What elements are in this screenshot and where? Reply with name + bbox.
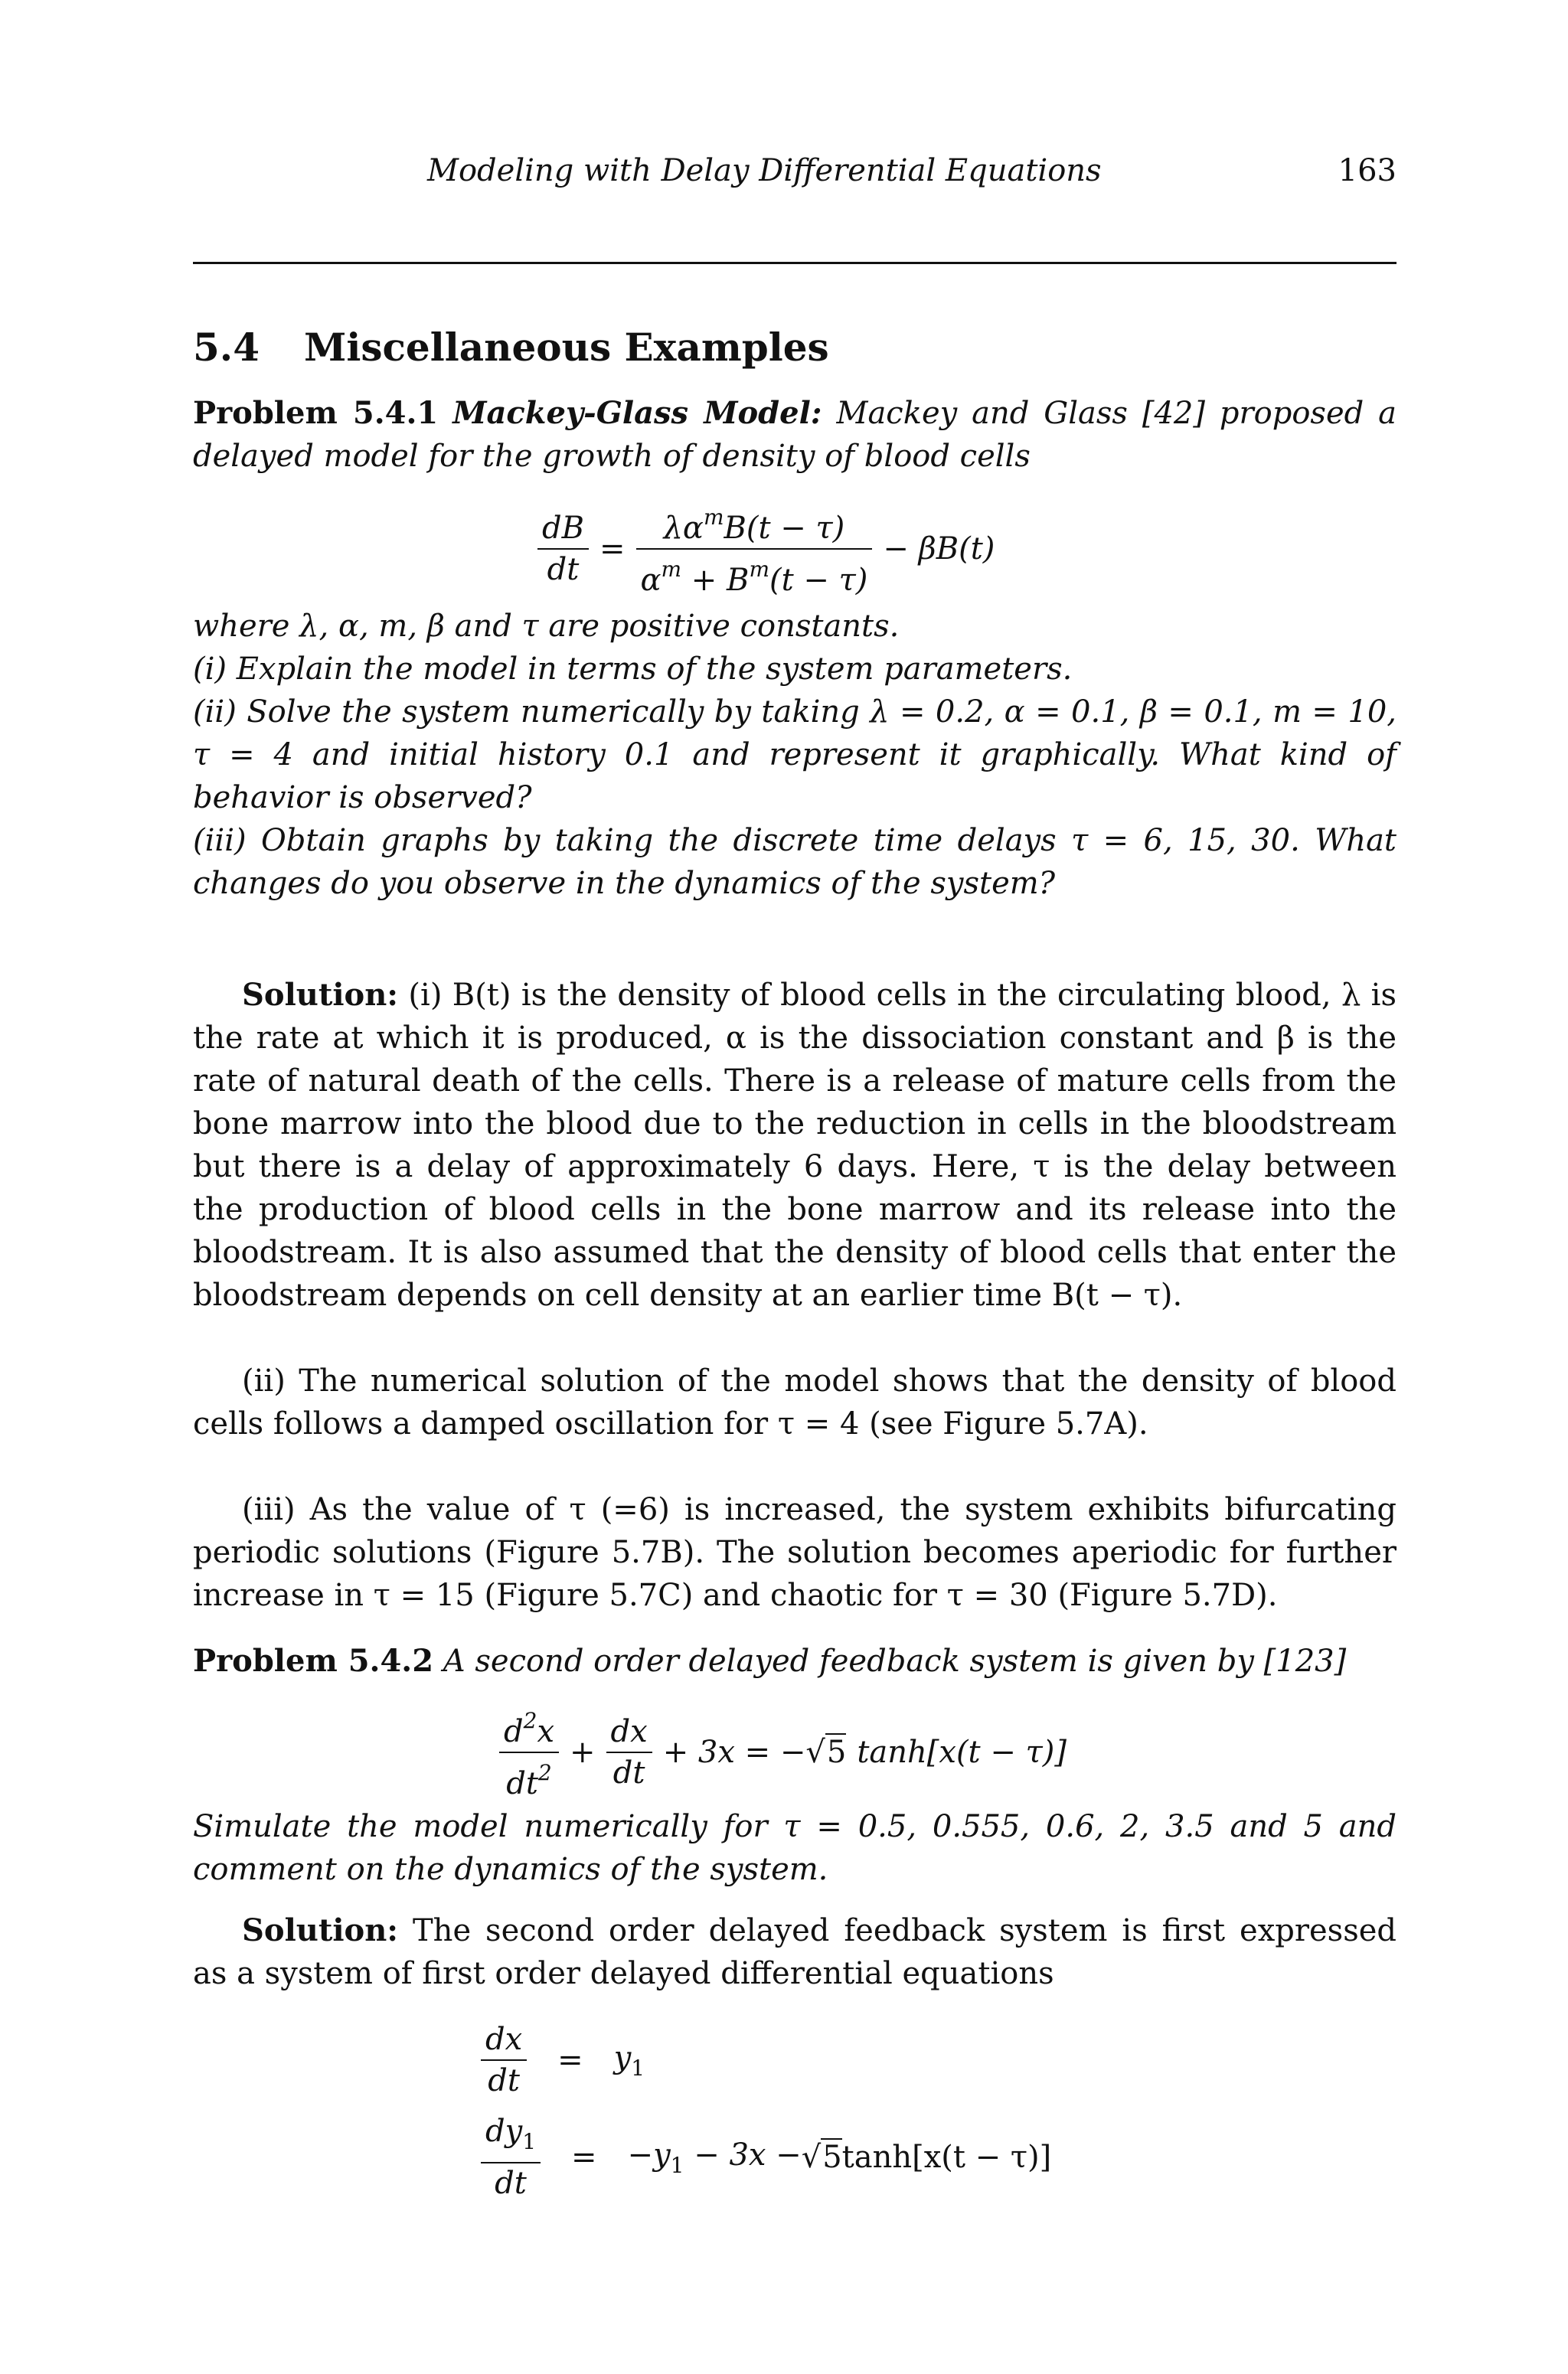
sys-eq2-rhs-b: − 3x − <box>684 2137 802 2173</box>
eq2-a-num-sup: 2 <box>523 1708 537 1733</box>
eq2-sqrt: √5 <box>805 1735 847 1770</box>
eq2-a-den-sup: 2 <box>537 1760 552 1785</box>
sys-eq2-rhs-a: −y <box>627 2137 671 2173</box>
delayed-feedback-equation <box>499 1701 1067 1804</box>
solution-label: Solution: <box>242 977 399 1013</box>
solution-5-4-1-part-i <box>193 974 1396 1317</box>
eq2-a-num <box>499 1701 559 1753</box>
section-title: Miscellaneous Examples <box>304 325 829 370</box>
sys-eq1-num: dx <box>481 2020 527 2061</box>
eq-lhs-fraction <box>537 508 589 589</box>
problem-2-task-text: Simulate the model numerically for τ = 0.5, 0.555, 0.6, 2, 3.5 and 5 and comment on the dynamics of the system. <box>193 1809 1396 1887</box>
sys-eq2-num <box>481 2111 541 2163</box>
sys-eq1-fraction <box>481 2020 527 2101</box>
problem-where: where λ, α, m, β and τ are positive constants. <box>193 609 900 644</box>
question-i: (i) Explain the model in terms of the system parameters. <box>193 651 1073 687</box>
problem-5-4-1-intro <box>193 392 1396 478</box>
eq-rhs-den <box>636 550 873 600</box>
eq-tail: − βB(t) <box>883 531 995 567</box>
eq2-mid: + 3x = − <box>662 1735 806 1770</box>
sys-eq2-sqrt: √5 <box>801 2140 842 2175</box>
sys-eq2-rhs-a-sub: 1 <box>670 2152 684 2178</box>
eq-equals: = <box>599 531 626 567</box>
solution-part-ii-text: (ii) The numerical solution of the model shows that the density of blood cells follows a damped oscillation for τ = 4 (see Figure 5.7A). <box>193 1363 1396 1442</box>
mackey-glass-equation <box>537 498 995 600</box>
eq2-sqrt-arg: 5 <box>826 1735 847 1770</box>
running-header <box>193 153 1396 196</box>
eq-rhs-den-a-sup: m <box>661 557 682 582</box>
solution-part-iii-text: (iii) As the value of τ (=6) is increased, the system exhibits bifurcating periodic solutions (Figure 5.7B). The solution becomes aperiodic for further increase in τ = 15 (Figure 5.7C) and chaotic for τ = 30 (Figure 5.7D). <box>193 1492 1396 1613</box>
problem-5-4-1-questions <box>193 605 1396 905</box>
eq-lhs-den: dt <box>547 552 580 587</box>
eq-rhs-num <box>636 498 873 550</box>
eq-rhs-fraction <box>636 498 873 600</box>
eq2-first-derivative <box>606 1712 652 1793</box>
sys-eq2-equals: = <box>571 2140 597 2175</box>
eq-rhs-num-a: λα <box>663 511 704 546</box>
solution-5-4-2 <box>193 1909 1396 1995</box>
system-equation-1 <box>481 2020 645 2101</box>
question-iii: (iii) Obtain graphs by taking the discrete time delays τ = 6, 15, 30. What changes do you observe in the dynamics of the system? <box>193 823 1396 901</box>
sys-eq2-fraction <box>481 2111 541 2203</box>
sys-eq1-equals: = <box>557 2043 583 2078</box>
sys-eq1-rhs <box>614 2040 645 2081</box>
sys-eq1-rhs-sub: 1 <box>631 2055 645 2081</box>
sys-eq2-sqrt-arg: 5 <box>822 2140 842 2175</box>
problem-5-4-2-intro <box>193 1640 1396 1683</box>
running-title: Modeling with Delay Differential Equations <box>427 153 1102 188</box>
problem-intro: Mackey and Glass [42] proposed a delayed model for the growth of density of blood cells <box>193 396 1396 474</box>
eq2-a-den <box>499 1753 559 1804</box>
header-rule <box>193 262 1396 264</box>
eq2-a-num-d: d <box>504 1714 524 1749</box>
sys-eq2-num-dy: dy <box>485 2114 523 2149</box>
eq2-a-den-dt: dt <box>506 1766 538 1801</box>
problem-5-4-2-task <box>193 1805 1396 1891</box>
solution-2-label: Solution: <box>242 1912 399 1948</box>
problem-2-intro: A second order delayed feedback system is given by [123] <box>443 1644 1347 1679</box>
problem-label: Problem 5.4.1 <box>193 395 439 431</box>
sys-eq2-rhs <box>628 2137 802 2178</box>
question-ii: (ii) Solve the system numerically by taking λ = 0.2, α = 0.1, β = 0.1, m = 10, τ = 4 and initial history 0.1 and represent it graphically. What kind of behavior is observed? <box>193 694 1396 815</box>
system-equation-2 <box>481 2111 1051 2203</box>
eq2-b-num: dx <box>606 1712 652 1753</box>
solution-5-4-1-part-ii <box>193 1360 1396 1445</box>
eq2-tail: tanh[x(t − τ)] <box>857 1735 1067 1770</box>
section-number: 5.4 <box>193 325 260 370</box>
eq2-second-derivative <box>499 1701 559 1804</box>
solution-part-i-text: (i) B(t) is the density of blood cells in the circulating blood, λ is the rate at which it is produced, α is the dissociation constant and β is the rate of natural death of the cells. There is a release of mature cells from the bone marrow into the blood due to the reduction in cells in the bloodstream but there is a delay of approximately 6 days. Here, τ is the delay between the production of blood cells in the bone marrow and its release into the bloodstream. It is also assumed that the density of blood cells that enter the bloodstream depends on cell density at an earlier time B(t − τ). <box>193 978 1396 1313</box>
eq-rhs-den-tail: (t − τ) <box>769 563 868 598</box>
eq-rhs-num-tail: B(t − τ) <box>724 511 845 546</box>
eq-rhs-num-sup: m <box>703 505 724 530</box>
problem-name: Mackey-Glass Model: <box>452 395 822 431</box>
problem-2-label: Problem 5.4.2 <box>193 1643 434 1679</box>
solution-2-text: The second order delayed feedback system is first expressed as a system of first order delayed differential equations <box>193 1913 1396 1991</box>
eq2-b-den: dt <box>612 1755 645 1791</box>
page-number: 163 <box>1338 153 1396 188</box>
sys-eq1-den: dt <box>488 2063 520 2098</box>
sys-eq2-rhs-tail: tanh[x(t − τ)] <box>841 2140 1052 2175</box>
eq-rhs-den-mid: + B <box>681 563 750 598</box>
eq-rhs-den-b-sup: m <box>749 557 769 582</box>
section-heading <box>193 325 829 370</box>
eq2-plus: + <box>570 1735 596 1770</box>
eq-lhs-num: dB <box>537 508 589 550</box>
eq2-a-num-x: x <box>537 1714 554 1749</box>
sys-eq2-num-sub: 1 <box>522 2129 537 2154</box>
sys-eq2-den: dt <box>495 2166 527 2201</box>
sys-eq1-rhs-y: y <box>613 2039 632 2075</box>
solution-5-4-1-part-iii <box>193 1488 1396 1617</box>
eq-rhs-den-a: α <box>640 563 662 598</box>
